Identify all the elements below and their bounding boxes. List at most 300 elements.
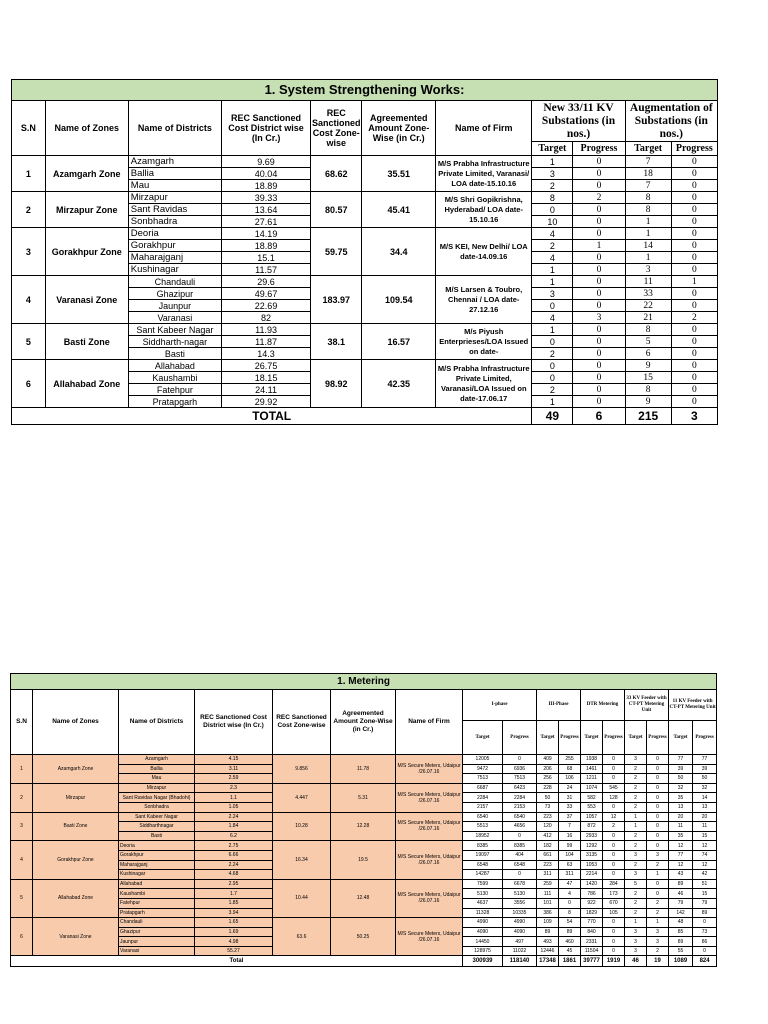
dtr-progress: 670 — [603, 898, 625, 908]
33kv-target: 2 — [625, 764, 647, 774]
zone-agreed-amount: 34.4 — [362, 228, 436, 276]
dtr-target: 2331 — [581, 937, 603, 947]
1phase-target: 5130 — [463, 889, 503, 899]
district-cost: 11.93 — [222, 324, 311, 336]
header-districts: Name of Districts — [119, 690, 195, 755]
dtr-target: 582 — [581, 793, 603, 803]
11kv-progress: 79 — [693, 898, 717, 908]
aug-sub-target: 8 — [625, 384, 671, 396]
33kv-progress: 1 — [647, 918, 669, 928]
district-name: Allahabad — [128, 360, 221, 372]
table-row — [11, 918, 717, 928]
new-sub-progress: 0 — [573, 360, 625, 372]
3phase-target: 206 — [537, 764, 559, 774]
33kv-target: 2 — [625, 908, 647, 918]
3phase-progress: 4 — [559, 889, 581, 899]
district-name: Mau — [128, 180, 221, 192]
district-name: Kaushambi — [128, 372, 221, 384]
11kv-target: 35 — [669, 831, 693, 841]
district-name: Maharajganj — [128, 252, 221, 264]
new-sub-progress: 0 — [573, 348, 625, 360]
1phase-target: 128975 — [463, 946, 503, 956]
aug-sub-progress: 0 — [671, 348, 717, 360]
33kv-target: 3 — [625, 946, 647, 956]
33kv-progress: 0 — [647, 879, 669, 889]
district-name: Fatehpur — [119, 898, 195, 908]
new-sub-progress: 1 — [573, 240, 625, 252]
new-sub-progress: 0 — [573, 324, 625, 336]
zone-sn: 4 — [11, 841, 33, 879]
aug-sub-progress: 0 — [671, 168, 717, 180]
11kv-progress: 0 — [693, 918, 717, 928]
firm-name: M/S Shri Gopikrishna, Hyderabad/ LOA date-15.10.16 — [436, 192, 532, 228]
total-11kv-progress: 824 — [693, 956, 717, 967]
aug-sub-target: 8 — [625, 192, 671, 204]
1phase-progress: 0 — [503, 831, 537, 841]
11kv-target: 142 — [669, 908, 693, 918]
header-districts: Name of Districts — [128, 101, 221, 156]
firm-name: M/S Prabha Infrastructure Private Limited, Varanasi/LOA Issued on date-17.06.17 — [436, 360, 532, 408]
aug-sub-target: 14 — [625, 240, 671, 252]
header-zones: Name of Zones — [33, 690, 119, 755]
header-progress: Progress — [603, 721, 625, 755]
1phase-progress: 7513 — [503, 774, 537, 784]
district-cost: 1.69 — [195, 927, 273, 937]
1phase-progress: 10335 — [503, 908, 537, 918]
new-sub-progress: 0 — [573, 384, 625, 396]
zone-rec-cost: 59.75 — [311, 228, 362, 276]
district-name: Azamgarh — [128, 156, 221, 168]
header-target: Target — [625, 721, 647, 755]
firm-name: M/S Secure Meters, Udaipur /26.07.16 — [396, 918, 463, 956]
district-cost: 1.65 — [195, 918, 273, 928]
zone-sn: 3 — [12, 228, 46, 276]
1phase-target: 7513 — [463, 774, 503, 784]
zone-rec-cost: 183.97 — [311, 276, 362, 324]
33kv-progress: 3 — [647, 850, 669, 860]
district-name: Varanasi — [119, 946, 195, 956]
district-cost: 14.3 — [222, 348, 311, 360]
1phase-target: 4637 — [463, 898, 503, 908]
11kv-progress: 12 — [693, 841, 717, 851]
header-zones: Name of Zones — [45, 101, 128, 156]
district-cost: 15.1 — [222, 252, 311, 264]
dtr-target: 2933 — [581, 831, 603, 841]
aug-sub-progress: 0 — [671, 252, 717, 264]
1phase-progress: 6540 — [503, 812, 537, 822]
dtr-target: 1074 — [581, 783, 603, 793]
district-name: Gorakhpur — [128, 240, 221, 252]
1phase-progress: 0 — [503, 755, 537, 765]
header-group-1phase: I-phase — [463, 690, 537, 721]
district-cost: 9.69 — [222, 156, 311, 168]
aug-sub-progress: 0 — [671, 156, 717, 168]
11kv-progress: 32 — [693, 783, 717, 793]
3phase-progress: 460 — [559, 937, 581, 947]
new-sub-target: 4 — [532, 228, 573, 240]
district-cost: 3.11 — [195, 764, 273, 774]
district-cost: 3.94 — [195, 908, 273, 918]
dtr-progress: 0 — [603, 927, 625, 937]
zone-sn: 3 — [11, 812, 33, 841]
1phase-target: 2157 — [463, 802, 503, 812]
33kv-progress: 1 — [647, 870, 669, 880]
aug-sub-progress: 0 — [671, 384, 717, 396]
33kv-target: 3 — [625, 850, 647, 860]
new-sub-progress: 0 — [573, 252, 625, 264]
new-sub-target: 4 — [532, 312, 573, 324]
new-sub-progress: 0 — [573, 372, 625, 384]
dtr-target: 1053 — [581, 860, 603, 870]
zone-agreed-amount: 12.48 — [331, 879, 396, 917]
zone-name: Gorakhpur Zone — [33, 841, 119, 879]
1phase-progress: 6678 — [503, 879, 537, 889]
3phase-target: 111 — [537, 889, 559, 899]
header-rec-district: REC Sanctioned Cost District wise (In Cr.) — [195, 690, 273, 755]
3phase-target: 259 — [537, 879, 559, 889]
zone-name: Azamgarh Zone — [45, 156, 128, 192]
aug-sub-progress: 0 — [671, 324, 717, 336]
1phase-target: 4990 — [463, 918, 503, 928]
district-cost: 14.19 — [222, 228, 311, 240]
11kv-progress: 15 — [693, 889, 717, 899]
zone-sn: 6 — [11, 918, 33, 956]
33kv-progress: 0 — [647, 774, 669, 784]
zone-agreed-amount: 11.78 — [331, 755, 396, 784]
11kv-progress: 42 — [693, 870, 717, 880]
new-sub-target: 3 — [532, 168, 573, 180]
district-name: Pratapgarh — [128, 396, 221, 408]
zone-name: Gorakhpur Zone — [45, 228, 128, 276]
dtr-progress: 173 — [603, 889, 625, 899]
new-sub-target: 0 — [532, 372, 573, 384]
33kv-progress: 2 — [647, 946, 669, 956]
aug-sub-target: 5 — [625, 336, 671, 348]
district-cost: 11.57 — [222, 264, 311, 276]
new-sub-target: 0 — [532, 336, 573, 348]
dtr-progress: 0 — [603, 918, 625, 928]
new-sub-progress: 0 — [573, 336, 625, 348]
dtr-progress: 0 — [603, 831, 625, 841]
total-aug-progress: 3 — [671, 408, 717, 425]
new-sub-target: 4 — [532, 252, 573, 264]
total-3phase-target: 17348 — [537, 956, 559, 967]
11kv-progress: 51 — [693, 879, 717, 889]
total-row — [11, 956, 717, 967]
3phase-target: 73 — [537, 802, 559, 812]
3phase-target: 223 — [537, 812, 559, 822]
header-progress: Progress — [671, 142, 717, 156]
firm-name: M/S Secure Meters, Udaipur /26.07.16 — [396, 841, 463, 879]
new-sub-progress: 0 — [573, 396, 625, 408]
header-rec-zone: REC Sanctioned Cost Zone-wise — [273, 690, 331, 755]
district-name: Jaunpur — [119, 937, 195, 947]
total-dtr-progress: 1919 — [603, 956, 625, 967]
33kv-target: 1 — [625, 918, 647, 928]
33kv-target: 3 — [625, 870, 647, 880]
district-name: Sonbhadra — [119, 802, 195, 812]
zone-sn: 2 — [12, 192, 46, 228]
dtr-target: 1057 — [581, 812, 603, 822]
total-1phase-target: 300939 — [463, 956, 503, 967]
aug-sub-target: 3 — [625, 264, 671, 276]
dtr-target: 922 — [581, 898, 603, 908]
district-name: Basti — [128, 348, 221, 360]
total-label: Total — [11, 956, 463, 967]
district-cost: 4.15 — [195, 755, 273, 765]
aug-sub-progress: 0 — [671, 180, 717, 192]
11kv-progress: 73 — [693, 927, 717, 937]
district-name: Fatehpur — [128, 384, 221, 396]
3phase-target: 12446 — [537, 946, 559, 956]
zone-name: Varanasi Zone — [33, 918, 119, 956]
dtr-progress: 105 — [603, 908, 625, 918]
zone-name: Basti Zone — [45, 324, 128, 360]
aug-sub-progress: 0 — [671, 228, 717, 240]
33kv-target: 1 — [625, 812, 647, 822]
1phase-progress: 6548 — [503, 860, 537, 870]
1phase-target: 6540 — [463, 812, 503, 822]
zone-rec-cost: 63.6 — [273, 918, 331, 956]
dtr-target: 840 — [581, 927, 603, 937]
3phase-target: 109 — [537, 918, 559, 928]
zone-name: Basti Zone — [33, 812, 119, 841]
dtr-progress: 128 — [603, 793, 625, 803]
zone-agreed-amount: 35.51 — [362, 156, 436, 192]
district-name: Jaunpur — [128, 300, 221, 312]
header-target: Target — [669, 721, 693, 755]
aug-sub-target: 18 — [625, 168, 671, 180]
firm-name: M/S Prabha Infrastructure Private Limited, Varanasi/ LOA date-15.10.16 — [436, 156, 532, 192]
district-cost: 2.75 — [195, 841, 273, 851]
header-group-33kv: 33 KV Feeder with CT-PT Metering Unit — [625, 690, 669, 721]
firm-name: M/s Piyush Enterprieses/LOA Issued on date- — [436, 324, 532, 360]
district-cost: 49.67 — [222, 288, 311, 300]
new-sub-target: 1 — [532, 396, 573, 408]
11kv-target: 13 — [669, 802, 693, 812]
district-cost: 2.24 — [195, 812, 273, 822]
total-33kv-target: 46 — [625, 956, 647, 967]
3phase-progress: 68 — [559, 764, 581, 774]
11kv-progress: 20 — [693, 812, 717, 822]
aug-sub-target: 7 — [625, 156, 671, 168]
1phase-target: 5513 — [463, 822, 503, 832]
3phase-target: 101 — [537, 898, 559, 908]
zone-rec-cost: 80.57 — [311, 192, 362, 228]
aug-sub-progress: 0 — [671, 240, 717, 252]
11kv-target: 77 — [669, 755, 693, 765]
header-agreed: Agreemented Amount Zone-Wise (in Cr.) — [331, 690, 396, 755]
new-sub-target: 0 — [532, 204, 573, 216]
3phase-progress: 47 — [559, 879, 581, 889]
district-name: Deoria — [128, 228, 221, 240]
zone-rec-cost: 9.856 — [273, 755, 331, 784]
33kv-progress: 0 — [647, 755, 669, 765]
header-augmentation: Augmentation of Substations (in nos.) — [625, 101, 717, 142]
dtr-progress: 2 — [603, 822, 625, 832]
total-new-progress: 6 — [573, 408, 625, 425]
1phase-target: 19097 — [463, 850, 503, 860]
district-cost: 2.59 — [195, 774, 273, 784]
33kv-target: 5 — [625, 879, 647, 889]
33kv-target: 2 — [625, 889, 647, 899]
1phase-progress: 6936 — [503, 764, 537, 774]
3phase-target: 386 — [537, 908, 559, 918]
1phase-target: 14450 — [463, 937, 503, 947]
district-name: Ghazipur — [119, 927, 195, 937]
district-cost: 18.89 — [222, 180, 311, 192]
1phase-progress: 11022 — [503, 946, 537, 956]
3phase-progress: 37 — [559, 812, 581, 822]
33kv-target: 2 — [625, 774, 647, 784]
district-cost: 1.7 — [195, 889, 273, 899]
aug-sub-target: 1 — [625, 216, 671, 228]
zone-agreed-amount: 19.5 — [331, 841, 396, 879]
dtr-progress: 0 — [603, 841, 625, 851]
dtr-target: 1211 — [581, 774, 603, 784]
header-target: Target — [463, 721, 503, 755]
dtr-progress: 284 — [603, 879, 625, 889]
33kv-target: 2 — [625, 841, 647, 851]
new-sub-progress: 0 — [573, 180, 625, 192]
dtr-progress: 0 — [603, 755, 625, 765]
district-cost: 40.04 — [222, 168, 311, 180]
11kv-progress: 39 — [693, 764, 717, 774]
aug-sub-progress: 0 — [671, 360, 717, 372]
1phase-target: 9472 — [463, 764, 503, 774]
district-name: Deoria — [119, 841, 195, 851]
table-row — [11, 812, 717, 822]
aug-sub-progress: 0 — [671, 264, 717, 276]
11kv-target: 12 — [669, 860, 693, 870]
district-name: Basti — [119, 831, 195, 841]
aug-sub-target: 1 — [625, 228, 671, 240]
3phase-progress: 99 — [559, 841, 581, 851]
33kv-progress: 0 — [647, 783, 669, 793]
11kv-progress: 13 — [693, 802, 717, 812]
aug-sub-progress: 0 — [671, 396, 717, 408]
11kv-target: 89 — [669, 879, 693, 889]
3phase-target: 50 — [537, 793, 559, 803]
firm-name: M/S Secure Meters, Udaipur /26.07.16 — [396, 783, 463, 812]
zone-name: Varanasi Zone — [45, 276, 128, 324]
3phase-progress: 0 — [559, 898, 581, 908]
zone-sn: 1 — [11, 755, 33, 784]
11kv-progress: 89 — [693, 908, 717, 918]
aug-sub-progress: 0 — [671, 336, 717, 348]
zone-rec-cost: 98.92 — [311, 360, 362, 408]
11kv-target: 20 — [669, 812, 693, 822]
zone-agreed-amount: 45.41 — [362, 192, 436, 228]
11kv-target: 46 — [669, 889, 693, 899]
new-sub-target: 0 — [532, 360, 573, 372]
11kv-progress: 74 — [693, 850, 717, 860]
3phase-progress: 24 — [559, 783, 581, 793]
district-name: Mau — [119, 774, 195, 784]
new-sub-progress: 0 — [573, 216, 625, 228]
11kv-target: 48 — [669, 918, 693, 928]
total-1phase-progress: 118140 — [503, 956, 537, 967]
dtr-progress: 0 — [603, 870, 625, 880]
total-aug-target: 215 — [625, 408, 671, 425]
total-33kv-progress: 19 — [647, 956, 669, 967]
1phase-target: 2284 — [463, 793, 503, 803]
zone-agreed-amount: 109.54 — [362, 276, 436, 324]
header-sn: S.N — [11, 690, 33, 755]
header-agreed: Agreemented Amount Zone-Wise (in Cr.) — [362, 101, 436, 156]
33kv-progress: 2 — [647, 860, 669, 870]
district-name: Siddharth-nagar — [128, 336, 221, 348]
new-sub-target: 0 — [532, 300, 573, 312]
1phase-target: 14287 — [463, 870, 503, 880]
new-sub-progress: 0 — [573, 168, 625, 180]
header-sn: S.N — [12, 101, 46, 156]
33kv-target: 2 — [625, 898, 647, 908]
dtr-target: 770 — [581, 918, 603, 928]
zone-rec-cost: 68.62 — [311, 156, 362, 192]
dtr-target: 1938 — [581, 755, 603, 765]
district-cost: 22.69 — [222, 300, 311, 312]
11kv-target: 43 — [669, 870, 693, 880]
new-sub-progress: 0 — [573, 204, 625, 216]
33kv-progress: 0 — [647, 831, 669, 841]
11kv-target: 35 — [669, 793, 693, 803]
header-rec-zone: REC Sanctioned Cost Zone-wise — [311, 101, 362, 156]
3phase-target: 182 — [537, 841, 559, 851]
33kv-progress: 0 — [647, 822, 669, 832]
district-cost: 82 — [222, 312, 311, 324]
new-sub-target: 1 — [532, 156, 573, 168]
1phase-target: 18952 — [463, 831, 503, 841]
1phase-target: 7599 — [463, 879, 503, 889]
district-cost: 1.1 — [195, 793, 273, 803]
1phase-progress: 2153 — [503, 802, 537, 812]
1phase-progress: 3556 — [503, 898, 537, 908]
dtr-target: 3135 — [581, 850, 603, 860]
zone-rec-cost: 10.44 — [273, 879, 331, 917]
11kv-target: 32 — [669, 783, 693, 793]
33kv-target: 3 — [625, 937, 647, 947]
3phase-progress: 89 — [559, 927, 581, 937]
table-row — [12, 276, 718, 288]
district-name: Sant Ravidas Nagar (Bhadohi) — [119, 793, 195, 803]
aug-sub-progress: 0 — [671, 204, 717, 216]
3phase-progress: 7 — [559, 822, 581, 832]
aug-sub-progress: 0 — [671, 216, 717, 228]
3phase-progress: 311 — [559, 870, 581, 880]
new-sub-target: 2 — [532, 180, 573, 192]
table-row — [11, 755, 717, 765]
new-sub-progress: 3 — [573, 312, 625, 324]
district-name: Siddharthnagar — [119, 822, 195, 832]
1phase-progress: 0 — [503, 870, 537, 880]
11kv-target: 11 — [669, 822, 693, 832]
dtr-progress: 0 — [603, 860, 625, 870]
table-row — [11, 841, 717, 851]
new-sub-target: 2 — [532, 384, 573, 396]
3phase-target: 120 — [537, 822, 559, 832]
11kv-progress: 77 — [693, 755, 717, 765]
3phase-progress: 54 — [559, 918, 581, 928]
district-cost: 1.84 — [195, 822, 273, 832]
district-cost: 4.68 — [195, 870, 273, 880]
zone-sn: 2 — [11, 783, 33, 812]
11kv-progress: 12 — [693, 860, 717, 870]
district-cost: 1.85 — [195, 898, 273, 908]
1phase-target: 6687 — [463, 783, 503, 793]
table-row — [12, 192, 718, 204]
zone-rec-cost: 4.447 — [273, 783, 331, 812]
